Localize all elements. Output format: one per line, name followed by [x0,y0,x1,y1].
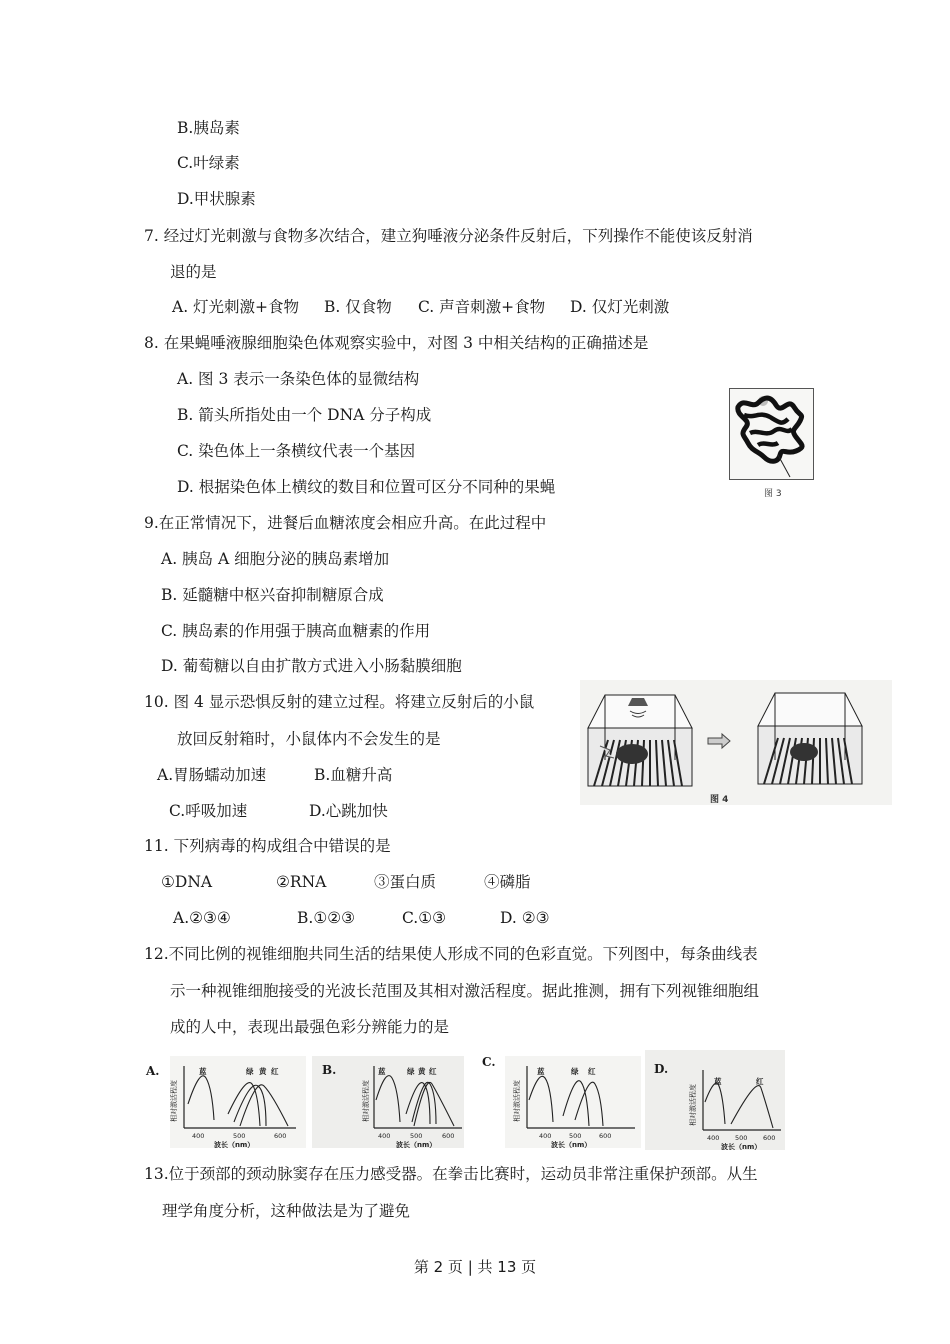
chart-a-plot [170,1056,306,1148]
svg-text:相对激活程度: 相对激活程度 [362,1080,370,1122]
q11-items [161,872,531,892]
q7-option-d: D. 仅灯光刺激 [570,298,670,316]
q10-option-a: A.胃肠蠕动加速 [157,766,267,784]
q13-stem-line2: 理学角度分析，这种做法是为了避免 [162,1202,411,1220]
svg-text:波长（nm）: 波长（nm） [551,1141,592,1148]
q11-item-2: ②RNA [276,873,327,891]
chart-d-label: D. [654,1062,669,1076]
svg-text:600: 600 [442,1132,455,1140]
q7-option-c: C. 声音刺激+食物 [418,298,546,316]
svg-text:500: 500 [233,1132,246,1140]
q7-options [172,297,669,317]
page-footer: 第 2 页 | 共 13 页 [413,1258,537,1276]
chart-c-label: C. [482,1055,496,1069]
chart-d [645,1050,785,1150]
q11-option-d: D. ②③ [500,909,550,927]
figure-4-fear-reflex [580,680,892,805]
q10-stem-line2: 放回反射箱时，小鼠体内不会发生的是 [177,730,441,748]
q11-item-3: ③蛋白质 [374,873,437,891]
q11-stem: 11. 下列病毒的构成组合中错误的是 [144,837,391,855]
q11-item-4: ④磷脂 [484,873,531,891]
q8-option-c: C. 染色体上一条横纹代表一个基因 [177,442,416,460]
q8-option-b: B. 箭头所指处由一个 DNA 分子构成 [177,406,432,424]
svg-text:蓝: 蓝 [537,1067,545,1076]
svg-text:红: 红 [429,1067,437,1076]
reflex-box-illustration-icon [580,680,892,805]
chart-b [312,1056,464,1148]
q7-stem-line2: 退的是 [170,263,217,281]
svg-text:600: 600 [763,1134,776,1142]
q9-option-d: D. 葡萄糖以自由扩散方式进入小肠黏膜细胞 [161,657,462,675]
q10-options-row1 [157,765,392,785]
q10-option-b: B.血糖升高 [314,766,393,784]
svg-text:相对激活程度: 相对激活程度 [170,1080,178,1122]
chart-a [170,1056,306,1148]
q12-stem-line1: 12.不同比例的视锥细胞共同生活的结果使人形成不同的色彩直觉。下列图中，每条曲线表 [144,945,758,963]
q10-option-c: C.呼吸加速 [169,802,248,820]
q10-option-d: D.心跳加快 [309,802,388,820]
svg-text:600: 600 [599,1132,612,1140]
svg-text:500: 500 [569,1132,582,1140]
svg-text:相对激活程度: 相对激活程度 [689,1084,697,1126]
svg-text:黄: 黄 [418,1067,426,1076]
q11-options [173,908,550,928]
svg-text:红: 红 [588,1067,596,1076]
q8-option-a: A. 图 3 表示一条染色体的显微结构 [177,370,420,388]
q7-option-a: A. 灯光刺激+食物 [172,298,300,316]
figure-3-chromosome [729,388,814,480]
q6-option-d: D.甲状腺素 [177,190,256,208]
svg-text:500: 500 [735,1134,748,1142]
svg-text:黄: 黄 [259,1067,267,1076]
q9-option-b: B. 延髓糖中枢兴奋抑制糖原合成 [161,586,384,604]
q9-stem: 9.在正常情况下，进餐后血糖浓度会相应升高。在此过程中 [144,514,547,532]
q7-stem-line1: 7. 经过灯光刺激与食物多次结合，建立狗唾液分泌条件反射后，下列操作不能使该反射消 [144,227,753,245]
q7-option-b: B. 仅食物 [324,298,392,316]
chart-c [505,1056,641,1148]
q10-stem-line1: 10. 图 4 显示恐惧反射的建立过程。将建立反射后的小鼠 [144,693,535,711]
svg-text:600: 600 [274,1132,287,1140]
svg-text:蓝: 蓝 [199,1067,207,1076]
svg-text:红: 红 [756,1077,764,1086]
chart-c-plot [505,1056,641,1148]
chart-b-label: B. [322,1063,337,1077]
svg-text:400: 400 [707,1134,720,1142]
q10-options-row2 [169,801,388,821]
q6-option-b: B.胰岛素 [177,119,240,137]
figure-4-caption: 图 4 [710,795,729,805]
q9-option-a: A. 胰岛 A 细胞分泌的胰岛素增加 [161,550,390,568]
q12-stem-line2: 示一种视锥细胞接受的光波长范围及其相对激活程度。据此推测，拥有下列视锥细胞组 [170,982,760,1000]
q11-option-b: B.①②③ [297,909,356,927]
q11-option-c: C.①③ [402,909,447,927]
svg-text:绿: 绿 [246,1067,254,1076]
svg-text:波长（nm）: 波长（nm） [214,1141,255,1148]
svg-text:400: 400 [539,1132,552,1140]
q8-stem: 8. 在果蝇唾液腺细胞染色体观察实验中，对图 3 中相关结构的正确描述是 [144,334,649,352]
q11-option-a: A.②③④ [173,909,231,927]
svg-text:蓝: 蓝 [378,1067,386,1076]
svg-text:蓝: 蓝 [714,1077,722,1086]
svg-text:400: 400 [378,1132,391,1140]
svg-text:波长（nm）: 波长（nm） [396,1141,437,1148]
q8-option-d: D. 根据染色体上横纹的数目和位置可区分不同种的果蝇 [177,478,556,496]
svg-text:波长（nm）: 波长（nm） [721,1143,762,1150]
svg-text:红: 红 [271,1067,279,1076]
chart-a-label: A. [146,1064,160,1078]
figure-3-caption: 图 3 [764,489,782,499]
q13-stem-line1: 13.位于颈部的颈动脉窦存在压力感受器。在拳击比赛时，运动员非常注重保护颈部。从生 [144,1165,758,1183]
chromosome-illustration-icon [730,389,813,479]
q11-item-1: ①DNA [161,873,213,891]
svg-text:绿: 绿 [571,1067,579,1076]
svg-text:相对激活程度: 相对激活程度 [513,1080,521,1122]
q9-option-c: C. 胰岛素的作用强于胰高血糖素的作用 [161,622,431,640]
q6-option-c: C.叶绿素 [177,154,240,172]
svg-text:绿: 绿 [407,1067,415,1076]
svg-text:500: 500 [410,1132,423,1140]
svg-text:400: 400 [192,1132,205,1140]
q12-stem-line3: 成的人中，表现出最强色彩分辨能力的是 [170,1018,450,1036]
